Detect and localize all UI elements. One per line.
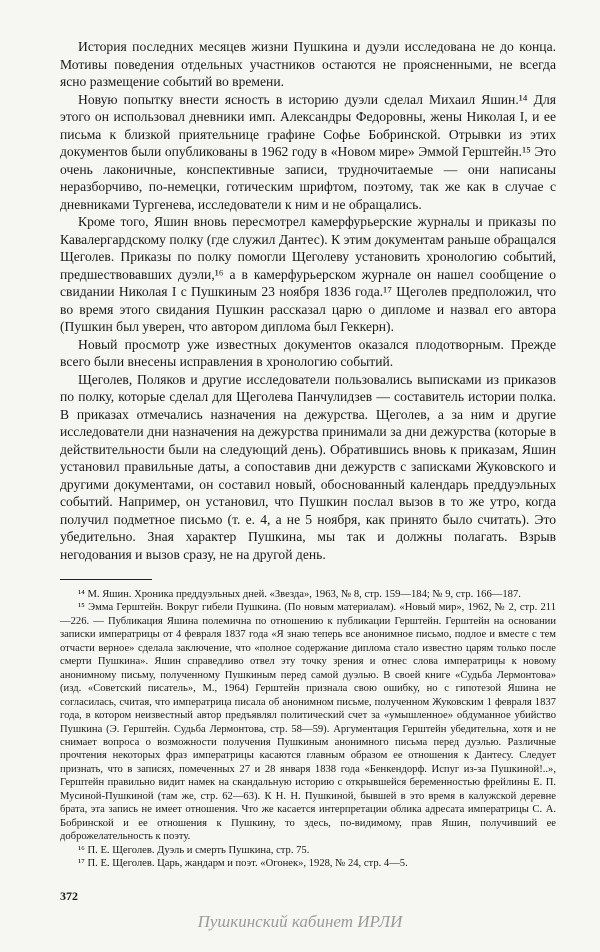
page-content [60, 38, 556, 871]
paragraph: Кроме того, Яшин вновь пересмотрел камерфурьерские журналы и приказы по Кавалергардскому полку (где служил Дантес). К этим документам раньше обращался Щеголев. Приказы по полку помогли Щеголеву установить хронологию событий, предшествовавших дуэли,¹⁶ а в камерфурьерском журнале он нашел сообщение о свидании Николая I с Пушкиным 23 ноября 1836 года.¹⁷ Щеголев предположил, что во время этого свидания Пушкин рассказал царю о дипломе и назвал его автора (Пушкин был уверен, что автором диплома был Геккерн). [60, 214, 556, 334]
footnote: ¹⁷ П. Е. Щеголев. Царь, жандарм и поэт. «Огонек», 1928, № 24, стр. 4—5. [78, 858, 408, 870]
watermark: Пушкинский кабинет ИРЛИ [197, 912, 403, 931]
paragraph: История последних месяцев жизни Пушкина и дуэли исследована не до конца. Мотивы поведения отдельных участников остаются не проясненными, не всегда ясно размещение событий во времени. [60, 39, 556, 89]
page-number: 372 [60, 889, 78, 903]
paragraph: Щеголев, Поляков и другие исследователи пользовались выписками из приказов по полку, которые сделал для Щеголева Панчулидзев — составитель истории полка. В приказах отмечались назначения на дежурства. Щеголев, а за ним и другие исследователи дни назначения на дежурства принимали за дни дежурства (которые в действительности были на следующий день). Обратившись вновь к приказам, Яшин установил правильные даты, а сопоставив дни дежурств с записками Жуковского и другими документами, он составил новый, обоснованный календарь преддуэльных событий. Например, он установил, что Пушкин послал вызов в то же утро, когда получил подметное письмо (т. е. 4, а не 5 ноября, как принято было считать). Это убедительно. Зная характер Пушкина, мы так и должны полагать. Взрыв негодования и вызов сразу, не на другой день. [60, 371, 556, 562]
paragraph: Новый просмотр уже известных документов оказался плодотворным. Прежде всего были внесены исправления в хронологию событий. [60, 336, 556, 369]
footnote: ¹⁴ М. Яшин. Хроника преддуэльных дней. «Звезда», 1963, № 8, стр. 159—184; № 9, стр. 166—187. [78, 589, 521, 600]
footnote: ¹⁵ Эмма Герштейн. Вокруг гибели Пушкина. (По новым материалам). «Новый мир», 1962, № 2, стр. 211—226. — Публикация Яшина полемична по отношению к публикации Герштейн. Герштейн на основании записки императрицы от 4 февраля 1837 года «Я знаю теперь все анонимное письмо, подлое и вместе с тем отчасти верное» сделала заключение, что «полное содержание диплома стало известно царям только после смерти Пушкина». Яшин справедливо отвел эту точку зрения и отнес слова императрицы к новому анонимному письму, полученному Пушкиным перед самой дуэлью. В своей книге «Судьба Лермонтова» (изд. «Советский писатель», М., 1964) Герштейн признала свою ошибку, но с гипотезой Яшина не согласилась, считая, что императрица писала об анонимном письме, полученном Жуковским 1 февраля 1837 года, в котором неизвестный автор предъявлял политический счет за «умышленное» обдуманное убийство Пушкина (Э. Герштейн. Судьба Лермонтова, стр. 58—59). Аргументация Герштейн убедительна, хотя и не снимает вопроса о возможности получения Пушкиным анонимного письма перед дуэлью. Различные прочтения некоторых фраз императрицы касаются главным образом ее отношения к Дантесу. Следует признать, что в записях, помеченных 27 и 28 января 1838 года «Бенкендорф. Испуг из-за Пушкиной!..», Герштейн правильно видит намек на скандальную историю с открывшейся беременностью фрейлины Е. П. Мусиной-Пушкиной (там же, стр. 62—63). К Н. Н. Пушкиной, бывшей в это время в калужской деревне брата, эта запись не имеет отношения. Что же касается интерпретации облика адресата императрицы С. А. Бобринской и ее отношения к Пушкину, то здесь, по-видимому, прав Яшин, получивший ее доброжелательность к поэту. [60, 602, 556, 843]
paragraph: Новую попытку внести ясность в историю дуэли сделал Михаил Яшин.¹⁴ Для этого он использовал дневники имп. Александры Федоровны, жены Николая I, и ее письма к близкой приятельнице графине Софье Бобринской. Отрывки из этих документов были опубликованы в 1962 году в «Новом мире» Эммой Герштейн.¹⁵ Это очень лаконичные, конспективные записи, трудночитаемые — они написаны неразборчиво, по-немецки, готическим шрифтом, поэтому, так же как в случае с дневниками Тургенева, исследователи к ним и не обращались. [60, 91, 556, 212]
footnotes [60, 588, 556, 871]
footnote-divider [60, 579, 152, 580]
footnote: ¹⁶ П. Е. Щеголев. Дуэль и смерть Пушкина, стр. 75. [78, 844, 310, 856]
main-text [60, 38, 556, 563]
